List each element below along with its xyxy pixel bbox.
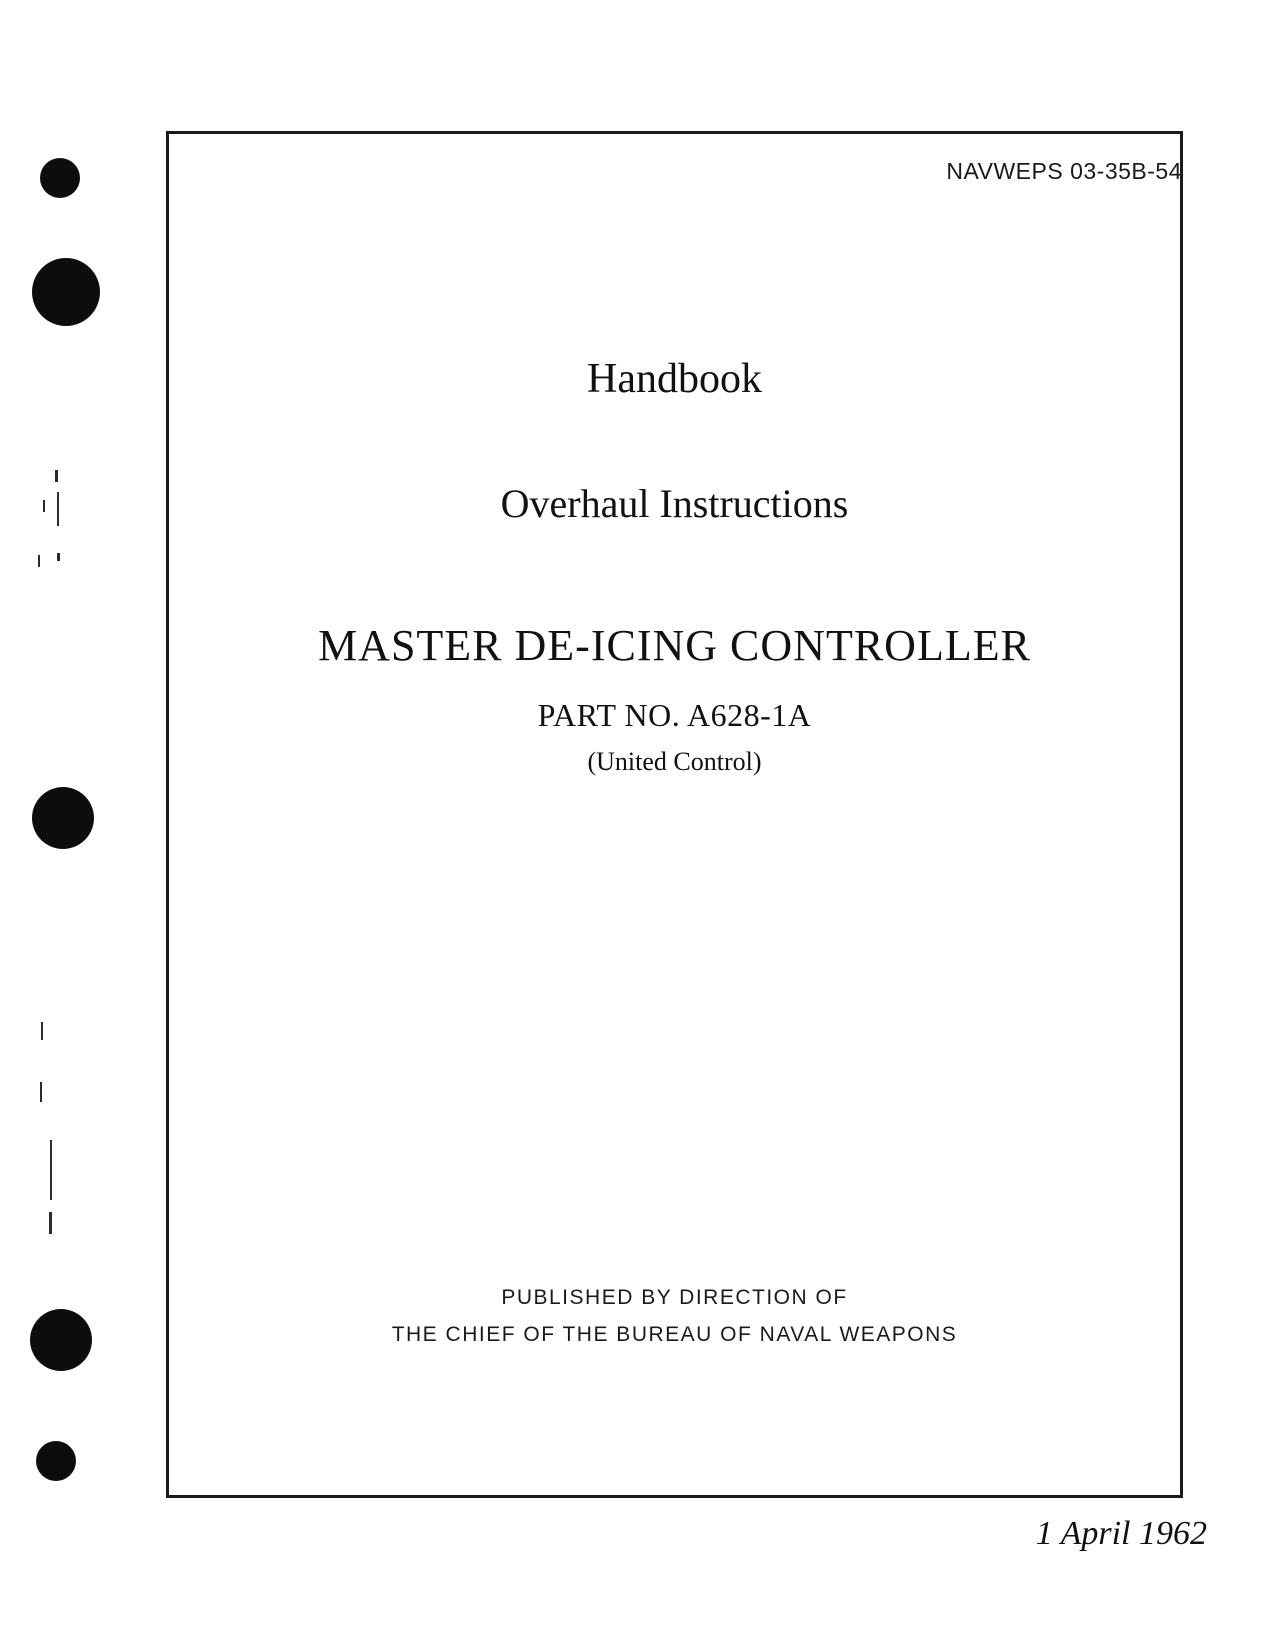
scan-mark [40, 1082, 42, 1102]
part-number: PART NO. A628-1A [537, 697, 812, 733]
publisher-line-2: THE CHIEF OF THE BUREAU OF NAVAL WEAPONS [391, 1323, 958, 1346]
binder-hole-icon [40, 158, 80, 198]
binder-hole-icon [32, 787, 94, 849]
page-title: MASTER DE-ICING CONTROLLER [318, 621, 1031, 670]
manufacturer: (United Control) [587, 747, 762, 776]
scan-mark [55, 470, 58, 482]
binder-hole-icon [30, 1309, 92, 1371]
scan-mark [50, 1140, 52, 1200]
scan-mark [49, 1212, 52, 1234]
scan-mark [41, 1022, 43, 1040]
scan-mark [57, 492, 59, 526]
binder-hole-icon [32, 258, 100, 326]
document-number: NAVWEPS 03-35B-54 [946, 158, 1182, 184]
scan-mark [38, 555, 40, 567]
handbook-heading: Handbook [587, 356, 762, 402]
publisher-line-1: PUBLISHED BY DIRECTION OF [501, 1286, 848, 1309]
subtitle: Overhaul Instructions [500, 481, 849, 526]
scan-mark [57, 553, 60, 561]
publication-date: 1 April 1962 [1035, 1515, 1207, 1552]
binder-hole-icon [36, 1441, 76, 1481]
scan-mark [43, 500, 45, 512]
